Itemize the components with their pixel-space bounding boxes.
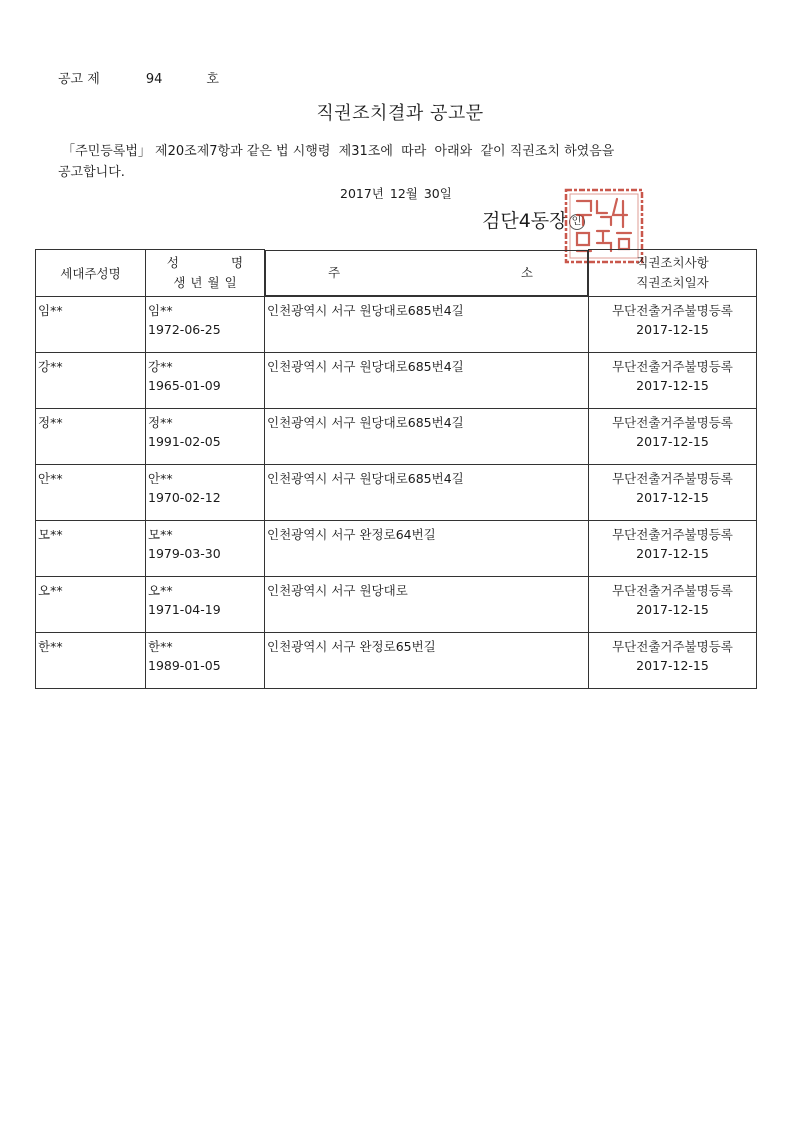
measures-table [35, 249, 757, 689]
notice-body [58, 141, 758, 183]
person-name: 임** [148, 302, 173, 318]
header-action [589, 250, 757, 297]
address-cell [265, 408, 589, 464]
table-row [36, 296, 757, 352]
action-cell [589, 296, 757, 352]
table-row [36, 464, 757, 520]
householder-name: 임** [38, 302, 63, 318]
action-date: 2017-12-15 [636, 657, 709, 673]
notice-number-suffix: 호 [206, 72, 219, 87]
householder-cell [36, 520, 146, 576]
notice-number-value: 94 [145, 72, 163, 87]
person-name: 모** [148, 526, 173, 542]
name-birth-cell [146, 520, 265, 576]
action-date: 2017-12-15 [636, 601, 709, 617]
action-type: 무단전출거주불명등록 [612, 470, 733, 486]
householder-name: 오** [38, 582, 63, 598]
action-cell [589, 632, 757, 688]
action-cell [589, 408, 757, 464]
header-name: 성명 [166, 254, 296, 270]
person-name: 정** [148, 414, 173, 430]
signer-name: 검단4동장 [482, 210, 568, 232]
action-type: 무단전출거주불명등록 [612, 414, 733, 430]
table-row [36, 520, 757, 576]
address-cell [265, 576, 589, 632]
householder-cell [36, 464, 146, 520]
person-name: 한** [148, 638, 173, 654]
address-text: 인천광역시 서구 원당대로685번4길 [267, 470, 464, 486]
address-cell [265, 296, 589, 352]
action-date: 2017-12-15 [636, 377, 709, 393]
birth-date: 1971-04-19 [148, 601, 221, 617]
name-birth-cell [146, 632, 265, 688]
header-address [265, 250, 588, 296]
name-birth-cell [146, 464, 265, 520]
address-text: 인천광역시 서구 원당대로685번4길 [267, 358, 464, 374]
action-date: 2017-12-15 [636, 489, 709, 505]
address-text: 인천광역시 서구 완정로64번길 [267, 526, 436, 542]
householder-cell [36, 408, 146, 464]
address-text: 인천광역시 서구 원당대로685번4길 [267, 414, 464, 430]
address-cell [265, 464, 589, 520]
action-type: 무단전출거주불명등록 [612, 582, 733, 598]
header-householder: 세대주성명 [36, 250, 146, 297]
notice-date: 2017년 12월 30일 [340, 186, 452, 201]
address-text: 인천광역시 서구 원당대로685번4길 [267, 302, 464, 318]
table-row [36, 408, 757, 464]
householder-name: 한** [38, 638, 63, 654]
table-row [36, 632, 757, 688]
header-action-type: 직권조치사항 [636, 254, 709, 270]
birth-date: 1970-02-12 [148, 489, 221, 505]
action-date: 2017-12-15 [636, 321, 709, 337]
person-name: 안** [148, 470, 173, 486]
action-type: 무단전출거주불명등록 [612, 526, 733, 542]
page-title: 직권조치결과 공고문 [316, 103, 484, 124]
notice-body-line-1: 「주민등록법」 제20조제7항과 같은 법 시행령 제31조에 따라 아래와 같이 직권조치 하였음을 [58, 144, 615, 159]
table-header-row [36, 250, 757, 297]
name-birth-cell [146, 576, 265, 632]
householder-name: 안** [38, 470, 63, 486]
name-birth-cell [146, 408, 265, 464]
header-birth: 생년월일 [173, 274, 242, 290]
notice-number-prefix: 공고 제 [58, 72, 100, 87]
action-cell [589, 576, 757, 632]
address-text: 인천광역시 서구 완정로65번길 [267, 638, 436, 654]
householder-name: 모** [38, 526, 63, 542]
action-type: 무단전출거주불명등록 [612, 302, 733, 318]
notice-body-line-2: 공고합니다. [58, 165, 125, 180]
birth-date: 1965-01-09 [148, 377, 221, 393]
birth-date: 1991-02-05 [148, 433, 221, 449]
person-name: 강** [148, 358, 173, 374]
name-birth-cell [146, 352, 265, 408]
person-name: 오** [148, 582, 173, 598]
header-action-date: 직권조치일자 [636, 274, 709, 290]
householder-cell [36, 296, 146, 352]
householder-cell [36, 352, 146, 408]
header-address-left: 주 [328, 264, 341, 280]
householder-name: 정** [38, 414, 63, 430]
header-name-birth [146, 250, 296, 297]
birth-date: 1972-06-25 [148, 321, 221, 337]
table-row [36, 352, 757, 408]
address-cell [265, 632, 589, 688]
action-cell [589, 520, 757, 576]
header-address-right: 소 [520, 264, 533, 280]
name-birth-cell [146, 296, 265, 352]
seal-mark: 인 [569, 214, 585, 230]
birth-date: 1989-01-05 [148, 657, 221, 673]
householder-name: 강** [38, 358, 63, 374]
action-type: 무단전출거주불명등록 [612, 358, 733, 374]
action-date: 2017-12-15 [636, 545, 709, 561]
householder-cell [36, 576, 146, 632]
birth-date: 1979-03-30 [148, 545, 221, 561]
householder-cell [36, 632, 146, 688]
action-cell [589, 464, 757, 520]
address-text: 인천광역시 서구 원당대로 [267, 582, 408, 598]
action-cell [589, 352, 757, 408]
table-row [36, 576, 757, 632]
address-cell [265, 352, 589, 408]
action-type: 무단전출거주불명등록 [612, 638, 733, 654]
action-date: 2017-12-15 [636, 433, 709, 449]
address-cell [265, 520, 589, 576]
notice-number [58, 68, 219, 87]
